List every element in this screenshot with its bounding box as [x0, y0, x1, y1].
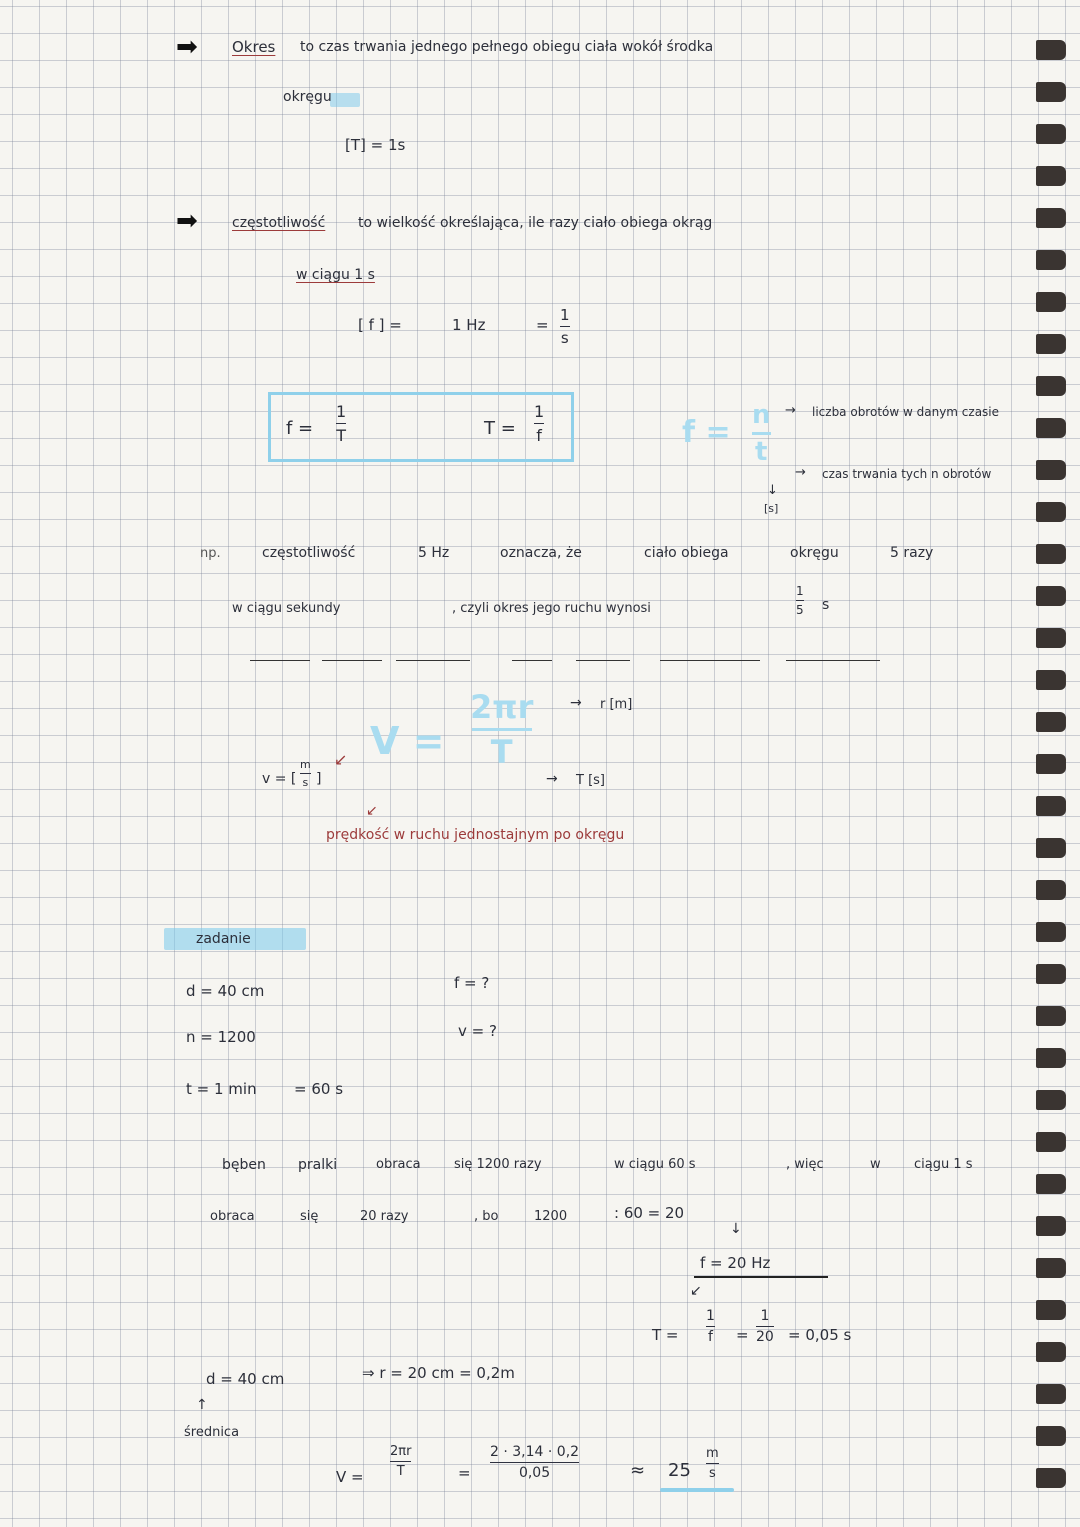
task-v-final-left: V = — [336, 1468, 364, 1486]
unit-period: [T] = 1s — [345, 136, 406, 154]
velocity-caption: prędkość w ruchu jednostajnym po okręgu — [326, 827, 625, 843]
result-underline — [694, 1276, 828, 1278]
task-v-final-result: 25 — [668, 1460, 691, 1481]
note-n: liczba obrotów w danym czasie — [812, 405, 1000, 419]
task-r-line: ⇒ r = 20 cm = 0,2m — [362, 1364, 515, 1382]
formula-f-left: f = — [286, 418, 314, 439]
task-text-1b: pralki — [298, 1157, 338, 1173]
task-text-2f: : 60 = 20 — [614, 1204, 685, 1222]
arrow-left-icon: ↙ — [334, 750, 348, 769]
task-v-final-fraction: 2πr T — [390, 1444, 412, 1479]
velocity-formula-left: V = — [370, 719, 445, 763]
task-v-final-approx: ≈ — [630, 1460, 646, 1481]
definition-czestotliwosc: to wielkość określająca, ile razy ciało obiega okrąg — [358, 215, 713, 231]
formula-f-fraction: 1 T — [336, 402, 347, 445]
arrow-right-icon: → — [795, 465, 806, 480]
task-text-1c: obraca — [376, 1157, 421, 1172]
task-text-1a: bęben — [222, 1157, 266, 1173]
term-okres: Okres — [232, 38, 276, 56]
task-given-n: n = 1200 — [186, 1028, 256, 1046]
example-text-1d: ciało obiega — [644, 545, 729, 561]
arrow-down-left-icon: ↙ — [690, 1283, 702, 1299]
arrow-down-icon: ↓ — [767, 483, 778, 498]
task-text-1g: w — [870, 1157, 881, 1172]
task-t-result-end: = 0,05 s — [788, 1326, 852, 1344]
task-t-result-fraction: 1 f — [706, 1308, 715, 1345]
example-text-1e: okręgu — [790, 545, 839, 561]
task-find-f: f = ? — [454, 974, 490, 992]
formula-box — [268, 392, 574, 462]
velocity-t-note: T [s] — [576, 773, 605, 788]
task-given-t2: = 60 s — [294, 1080, 344, 1098]
definition-okres-line2: okręgu — [283, 89, 332, 105]
formula-fn-left: f = — [682, 415, 731, 450]
example-text-1b: 5 Hz — [418, 545, 450, 561]
arrow-right-icon: → — [570, 695, 582, 711]
task-text-2e: 1200 — [534, 1209, 568, 1224]
task-v-final-eq: = — [458, 1464, 471, 1482]
task-given-t: t = 1 min — [186, 1080, 257, 1098]
task-text-1h: ciągu 1 s — [914, 1157, 973, 1172]
unit-frequency-fraction: 1 s — [560, 306, 570, 347]
note-unit-s: [s] — [764, 502, 779, 515]
unit-frequency-hz: 1 Hz — [452, 316, 486, 334]
velocity-r-note: r [m] — [600, 697, 633, 712]
definition-czestotliwosc-line2: w ciągu 1 s — [296, 267, 375, 283]
example-text-1f: 5 razy — [890, 545, 934, 561]
velocity-unit-fraction: m s — [300, 758, 311, 789]
unit-frequency-left: [ f ] = — [358, 316, 402, 334]
result-highlight-underline — [660, 1488, 734, 1492]
task-v-final-fraction-2: 2 · 3,14 · 0,2 0,05 — [490, 1444, 580, 1481]
task-text-1f: , więc — [786, 1157, 824, 1172]
note-t: czas trwania tych n obrotów — [822, 467, 992, 481]
task-text-2a: obraca — [210, 1209, 255, 1224]
task-given-d: d = 40 cm — [186, 982, 265, 1000]
example-period-fraction: 1 5 — [796, 584, 804, 617]
arrow-bullet-icon: ➡ — [176, 206, 198, 236]
task-title: zadanie — [196, 931, 251, 947]
task-text-2c: 20 razy — [360, 1209, 409, 1224]
example-period-unit: s — [822, 597, 830, 613]
velocity-unit-close: ] — [316, 771, 322, 787]
arrow-bullet-icon: ➡ — [176, 32, 198, 62]
task-text-2d: , bo — [474, 1209, 499, 1224]
definition-okres: to czas trwania jednego pełnego obiegu ciała wokół środka — [300, 39, 714, 55]
task-text-1d: się 1200 razy — [454, 1157, 542, 1172]
example-text-1a: częstotliwość — [262, 545, 356, 561]
arrow-down-left-icon: ↙ — [366, 803, 378, 819]
arrow-right-icon: → — [546, 771, 558, 787]
arrow-right-icon: → — [785, 403, 796, 418]
example-text-1c: oznacza, że — [500, 545, 582, 561]
task-f-result: f = 20 Hz — [700, 1254, 771, 1272]
formula-t-left: T = — [484, 418, 516, 439]
task-d-line: d = 40 cm — [206, 1370, 285, 1388]
highlight — [330, 93, 360, 107]
unit-frequency-eq: = — [536, 316, 549, 334]
task-v-final-unit: m s — [706, 1446, 719, 1481]
task-text-1e: w ciągu 60 s — [614, 1157, 696, 1172]
task-t-result-eq: = — [736, 1326, 749, 1344]
formula-fn-fraction: n t — [752, 400, 771, 467]
formula-t-fraction: 1 f — [534, 402, 545, 445]
arrow-up-icon: ↑ — [196, 1397, 208, 1413]
task-t-result-fraction-2: 1 20 — [756, 1308, 774, 1345]
term-czestotliwosc: częstotliwość — [232, 215, 326, 231]
task-d-note: średnica — [184, 1425, 240, 1440]
example-text-2b: , czyli okres jego ruchu wynosi — [452, 601, 651, 616]
task-find-v: v = ? — [458, 1022, 497, 1040]
task-text-2b: się — [300, 1209, 319, 1224]
example-text-2a: w ciągu sekundy — [232, 601, 341, 616]
task-t-result-left: T = — [652, 1326, 679, 1344]
velocity-unit-label: v = [ — [262, 771, 297, 787]
example-prefix: np. — [200, 546, 221, 561]
arrow-down-icon: ↓ — [730, 1221, 742, 1237]
velocity-formula-fraction: 2πr T — [470, 688, 534, 771]
